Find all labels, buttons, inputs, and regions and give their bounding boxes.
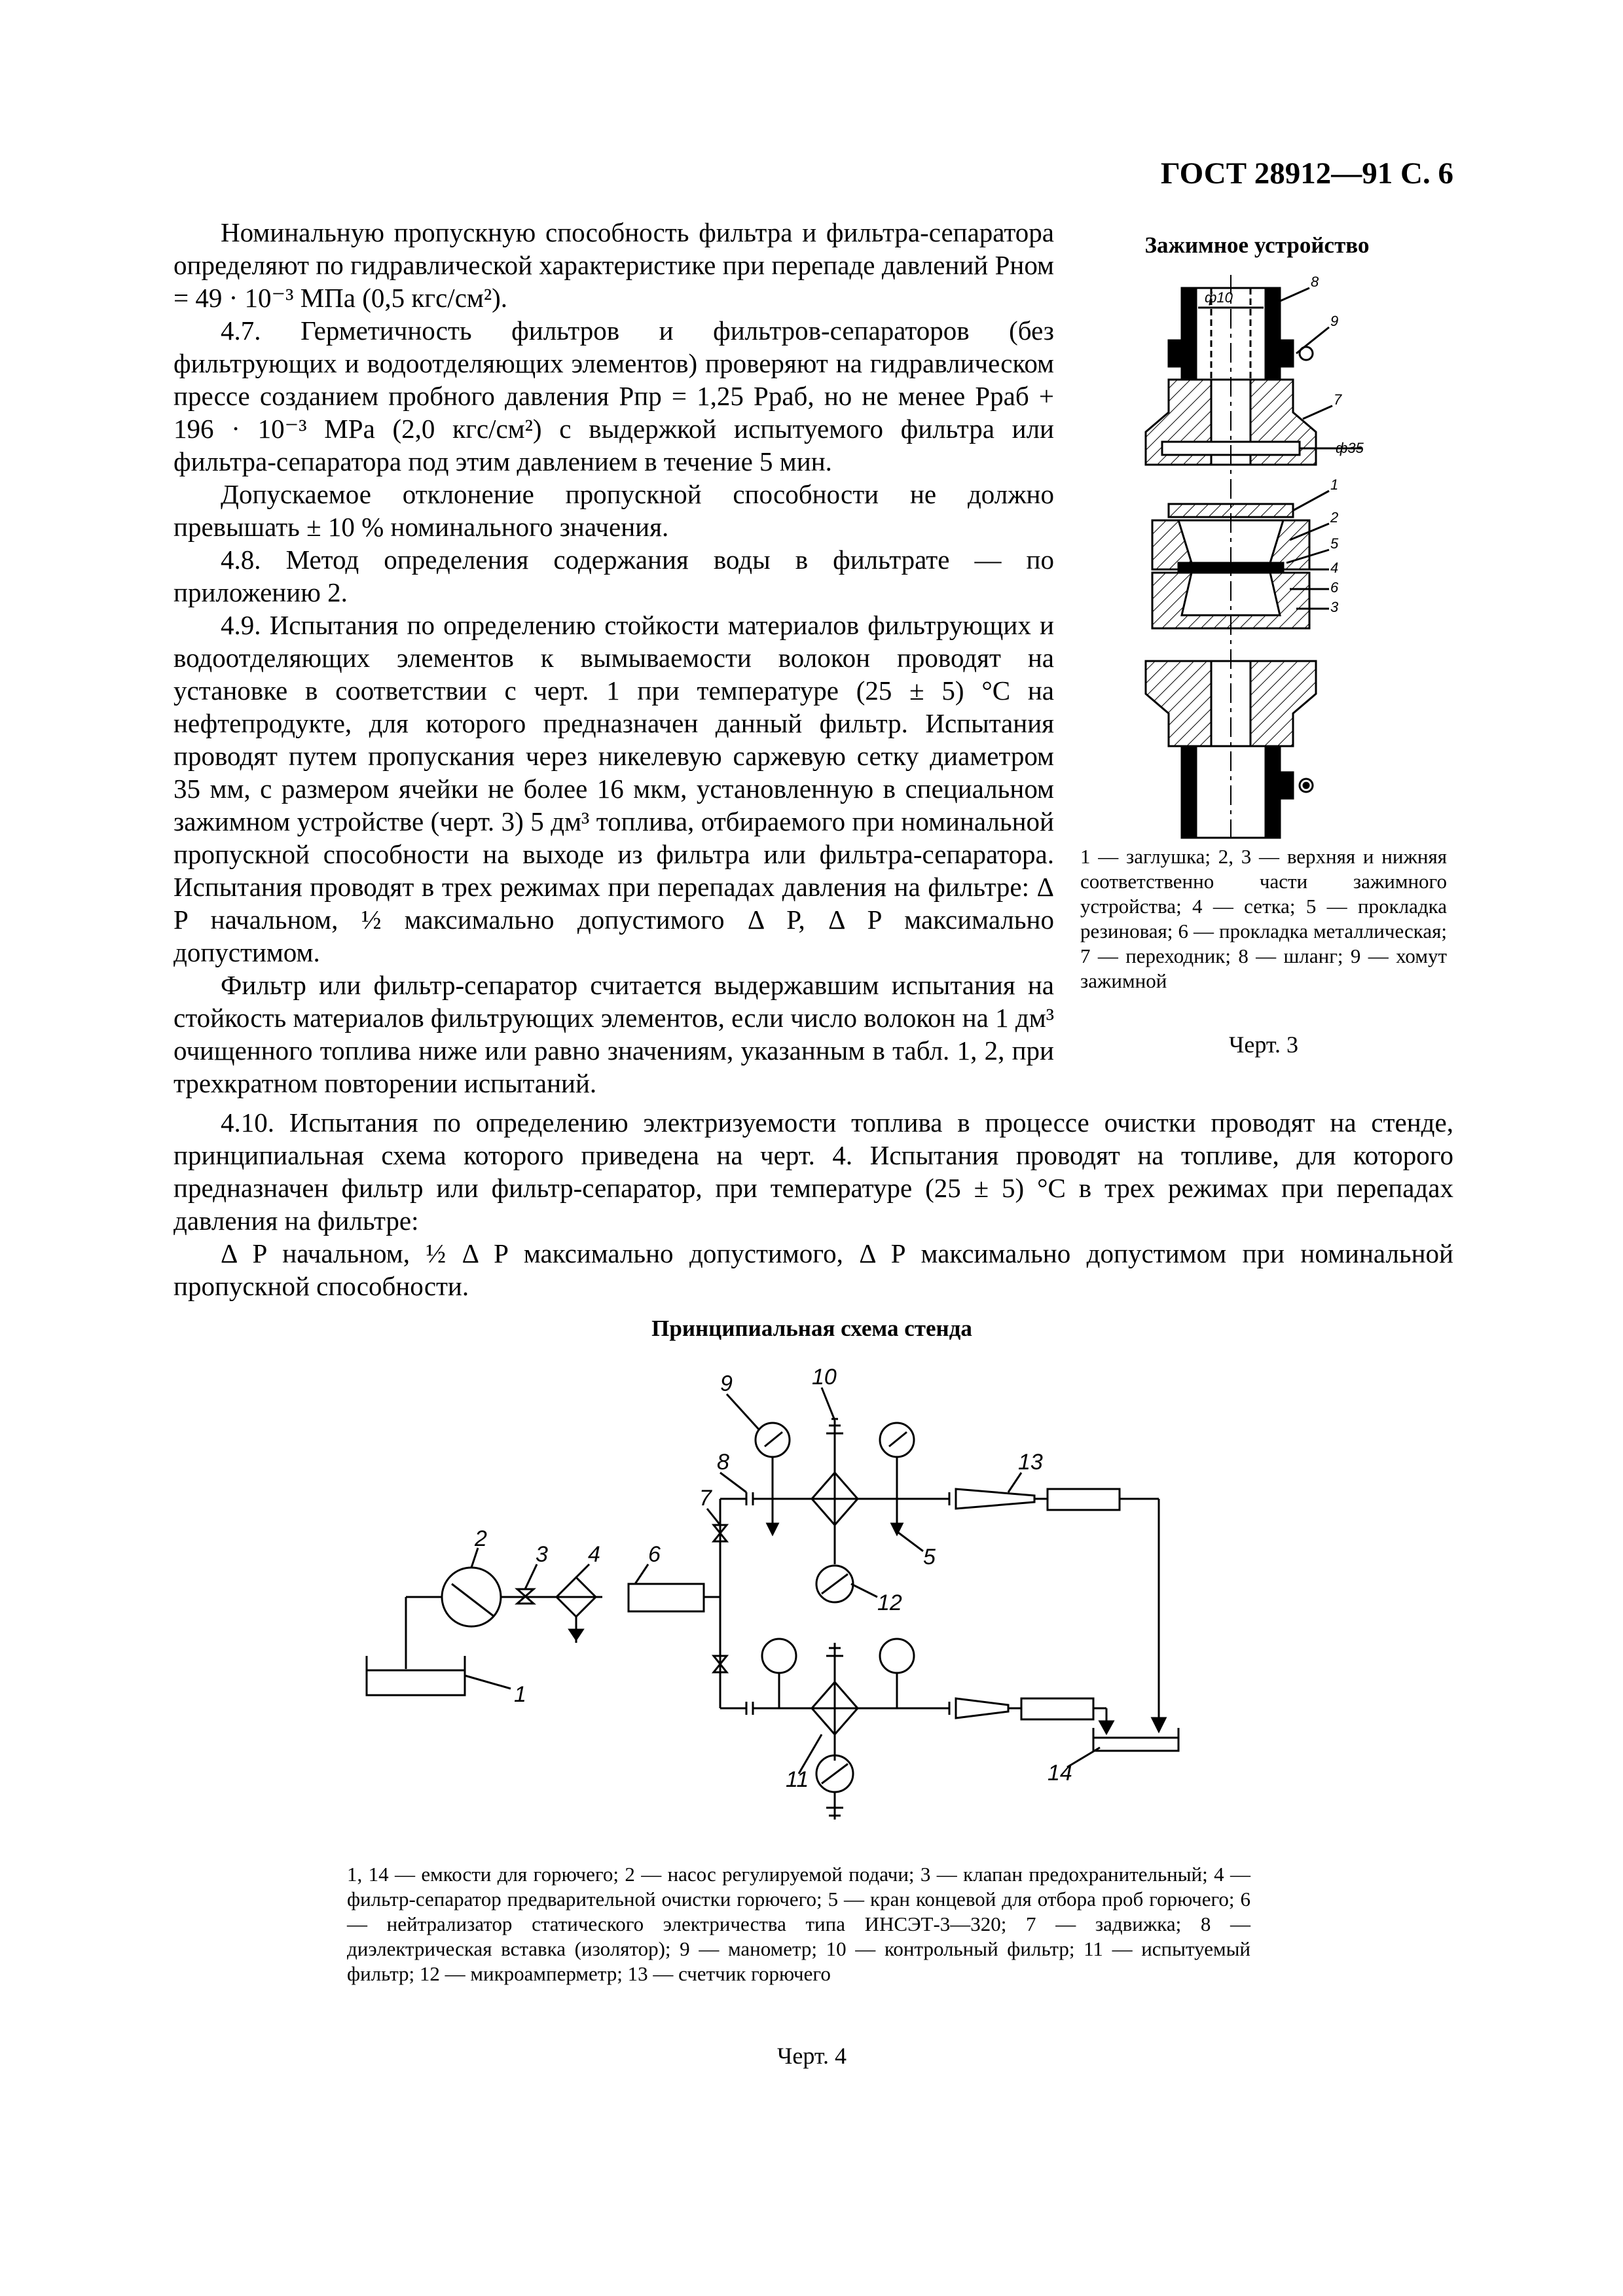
figure3-caption: 1 — заглушка; 2, 3 — верхняя и нижняя соответственно части зажимного устройства; 4 — сетка; 5 — прокладка резиновая; 6 — прокладка металлическая; 7 — переходник; 8 — шланг; 9 — хомут зажимной [1080,845,1447,992]
figure3-dim-top: ф10 [1205,289,1233,306]
figure3-label: 5 [1330,535,1339,552]
figure4-label: 3 [536,1542,548,1567]
figure4-label: 4 [588,1542,600,1567]
paragraph: Допускаемое отклонение пропускной способности не должно превышать ± 10 % номинального значения. [173,479,1054,542]
full-width-text [173,1106,1453,1302]
figure4-label: 6 [648,1542,661,1567]
figure4-title: Принципиальная схема стенда [651,1316,972,1341]
figure4-label: 10 [812,1365,837,1390]
figure4-drawing [354,1365,1205,1839]
figure3-label: 4 [1330,560,1339,576]
figure3-label: 6 [1330,579,1339,596]
figure3-chert: Черт. 3 [1229,1031,1298,1058]
figure4-label: 14 [1048,1761,1072,1785]
paragraph: Фильтр или фильтр-сепаратор считается выдержавшим испытания на стойкость материалов фильтрующих элементов, если число волокон на 1 дм³ очищенного топлива ниже или равно значениям, указанным в табл. 1, 2, при трехкратном повторении испытаний. [173,970,1054,1098]
paragraph: 4.7. Герметичность фильтров и фильтров-сепараторов (без фильтрующих и водоотделяющих элементов) проверяют на гидравлическом прессе созданием пробного давления Pпр = 1,25 Pраб, но не менее Pраб + 196 · 10⁻³ МРа (2,0 кгс/см²) с выдержкой испытуемого фильтра или фильтра-сепаратора под этим давлением в течение 5 мин. [173,315,1054,476]
paragraph: 4.9. Испытания по определению стойкости материалов фильтрующих и водоотделяющих элементов к вымываемости волокон проводят на установке в соответствии с черт. 1 при температуре (25 ± 5) °С на нефтепродукте, для которого предназначен данный фильтр. Испытания проводят путем пропускания через никелевую саржевую сетку диаметром 35 мм, с размером ячейки не более 16 мкм, установленную в специальном зажимном устройстве (черт. 3) 5 дм³ топлива, отбираемого при номинальной пропускной способности на выходе из фильтра или фильтра-сепаратора. Испытания проводят в трех режимах при перепадах давления на фильтре: Δ P начальном, ½ максимально допустимого Δ P, Δ P максимально допустимом. [173,610,1054,967]
figure3-label: 9 [1330,313,1339,329]
figure4-caption: 1, 14 — емкости для горючего; 2 — насос регулируемой подачи; 3 — клапан предохранительный; 4 — фильтр-сепаратор предварительной очистки горючего; 5 — кран концевой для отбора проб горючего; 6 — нейтрализатор статического электричества типа ИНСЭТ-3—320; 7 — задвижка; 8 — диэлектрическая вставка (изолятор); 9 — манометр; 10 — контрольный фильтр; 11 — испытуемый фильтр; 12 — микроамперметр; 13 — счетчик горючего [347,1863,1250,1985]
paragraph: 4.8. Метод определения содержания воды в фильтрате — по приложению 2. [173,545,1054,607]
figure4-label: 5 [923,1545,936,1570]
figure3-label: 7 [1334,391,1342,408]
page-header: ГОСТ 28912—91 С. 6 [1160,156,1453,190]
figure4-label: 2 [475,1526,487,1551]
figure3-label: 2 [1330,509,1339,526]
paragraph: Δ P начальном, ½ Δ P максимально допустимого, Δ P максимально допустимом при номинальной пропускной способности. [173,1238,1453,1301]
figure3-drawing [1139,275,1401,838]
figure3-label: 3 [1330,599,1339,615]
left-column-text [173,216,1054,1100]
paragraph: Номинальную пропускную способность фильтра и фильтра-сепаратора определяют по гидравлической характеристике при перепаде давлений Pном = 49 · 10⁻³ МПа (0,5 кгс/см²). [173,217,1054,313]
figure3-label: 1 [1330,476,1339,493]
figure4-label: 1 [514,1682,526,1707]
paragraph: 4.10. Испытания по определению электризуемости топлива в процессе очистки проводят на стенде, принципиальная схема которого приведена на черт. 4. Испытания проводят на топливе, для которого предназначен фильтр или фильтр-сепаратор, при температуре (25 ± 5) °С в трех режимах при перепадах давления на фильтре: [173,1107,1453,1236]
figure4-label: 12 [877,1590,902,1615]
figure3-label: 8 [1311,274,1319,290]
figure4-label: 8 [717,1450,729,1475]
figure4-label: 9 [720,1371,733,1396]
figure4-chert: Черт. 4 [777,2043,847,2069]
figure3-title: Зажимное устройство [1144,232,1370,258]
figure3-dim-side: ф35 [1336,440,1364,456]
figure4-label: 7 [699,1486,712,1511]
figure4-label: 11 [786,1767,809,1792]
figure4-label: 13 [1018,1450,1043,1475]
